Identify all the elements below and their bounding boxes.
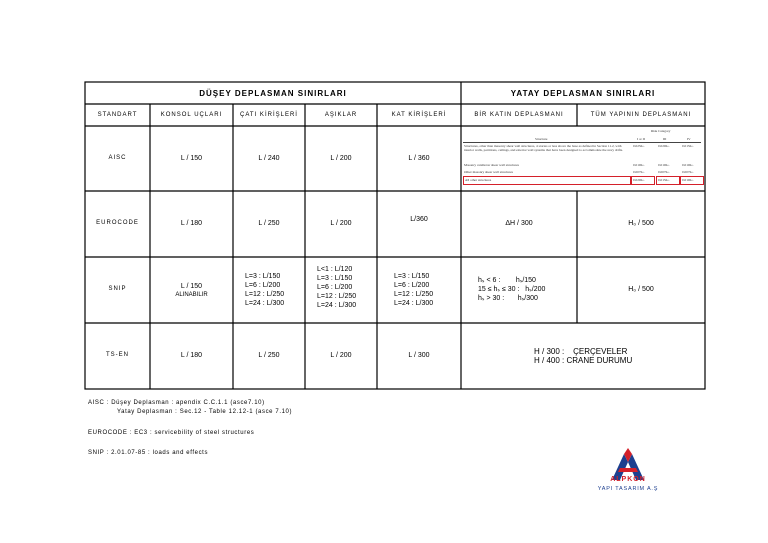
drift-row-3-text: Other masonry shear wall structures (464, 170, 513, 174)
snip-konsol-note: ALINABILIR (175, 292, 208, 298)
highlight-box-v1 (631, 176, 655, 185)
row-standard-eurocode: EUROCODE (96, 220, 139, 226)
drift-col-3: IV (687, 137, 691, 141)
eurocode-bir-kat: ΔH / 300 (505, 220, 533, 227)
snip-tum-yapi: H₀ / 500 (628, 286, 654, 293)
vertical-limits-title: DÜŞEY DEPLASMAN SINIRLARI (199, 89, 347, 98)
footnote-snip: SNIP : 2.01.07-85 : loads and effects (88, 450, 209, 456)
ts-en-cati: L / 250 (258, 352, 280, 359)
alpkon-logo (588, 448, 668, 496)
aisc-konsol: L / 150 (180, 155, 203, 162)
drift-row-4-text: All other structures (465, 178, 492, 182)
drift-col-structure: Structure (535, 137, 548, 141)
col-asik: AŞIKLAR (324, 112, 358, 118)
drift-row-3-v2: 0.007hₛₓ (658, 170, 670, 174)
snip-kat: L=3 : L/150 L=6 : L/200 L=12 : L/250 L=24 : L/300 (394, 273, 434, 307)
aisc-cati: L / 240 (258, 155, 280, 162)
eurocode-asik: L / 200 (330, 220, 352, 227)
drift-row-4-v2: 0.015hₛₓ (658, 178, 670, 182)
ts-en-asik: L / 200 (330, 352, 352, 359)
highlight-box-v3 (680, 176, 704, 185)
drift-row-1-text: Structures, other than masonry shear wall structures, 4 stories or less above the base as defined in Section 11.2, with interior walls, partitions, ceilings, and exterior wall systems that have been designed to accommodate the story drifts. (464, 144, 623, 152)
eurocode-cati: L / 250 (258, 220, 280, 227)
aisc-kat: L / 360 (408, 155, 430, 162)
logo-brand-text: ALPKON (610, 476, 646, 483)
eurocode-konsol: L / 180 (180, 220, 203, 227)
ts-en-horizontal-1: H / 300 : ÇERÇEVELER (534, 347, 628, 356)
footnote-aisc-vertical: AISC : Düşey Deplasman : apendix C.C.1.1 (asce7.10) (88, 400, 265, 406)
drift-col-1: I or II (637, 137, 645, 141)
eurocode-kat: L/360 (410, 216, 428, 223)
col-kat: KAT KİRİŞLERİ (391, 112, 447, 118)
col-standart: STANDART (97, 112, 138, 118)
drift-col-2: III (663, 137, 667, 141)
row-standard-ts-en: TS-EN (106, 352, 129, 358)
aisc-drift-table (463, 128, 703, 189)
drift-row-3-v1: 0.007hₛₓ (633, 170, 645, 174)
snip-bir-kat: hₛ < 6 : hₛ/150 15 ≤ hₛ ≤ 30 : hₛ/200 hₛ > 30 : hₛ/300 (478, 277, 546, 302)
drift-row-2-v3: 0.010hₛₓ (682, 163, 694, 167)
highlight-box-v2 (656, 176, 680, 185)
snip-cati: L=3 : L/150 L=6 : L/200 L=12 : L/250 L=24 : L/300 (245, 273, 285, 307)
drift-row-2-v1: 0.010hₛₓ (633, 163, 645, 167)
horizontal-limits-title: YATAY DEPLASMAN SINIRLARI (510, 89, 656, 98)
drift-risk-header: Risk Category (651, 129, 671, 133)
drift-row-1-v1: 0.025hₛₓ (633, 144, 645, 148)
ts-en-konsol: L / 180 (180, 352, 203, 359)
drift-row-4-v1: 0.020hₛₓ (633, 178, 645, 182)
drift-row-1-v3: 0.015hₛₓ (682, 144, 694, 148)
eurocode-tum-yapi: H₀ / 500 (628, 220, 654, 227)
snip-asik: L<1 : L/120 L=3 : L/150 L=6 : L/200 L=12 : L/250 L=24 : L/300 (317, 266, 357, 309)
col-konsol: KONSOL UÇLARI (160, 112, 223, 118)
drift-row-2-text: Masonry cantilever shear wall structures (464, 163, 519, 167)
drift-row-4-v3: 0.010hₛₓ (682, 178, 694, 182)
snip-konsol: L / 150 (180, 283, 203, 290)
drift-row-3-v3: 0.007hₛₓ (682, 170, 694, 174)
drift-row-1-v2: 0.020hₛₓ (658, 144, 670, 148)
highlight-box-row (463, 176, 631, 185)
col-tum-yapi: TÜM YAPININ DEPLASMANI (590, 112, 692, 118)
footnote-eurocode: EUROCODE : EC3 : servicebility of steel structures (88, 430, 255, 436)
ts-en-horizontal-2: H / 400 : CRANE DURUMU (534, 356, 633, 365)
footnote-aisc-horizontal: Yatay Deplasman : Sec.12 - Table 12.12-1 (asce 7.10) (117, 409, 293, 415)
row-standard-snip: SNIP (108, 286, 127, 292)
aisc-asik: L / 200 (330, 155, 352, 162)
ts-en-kat: L / 300 (408, 352, 430, 359)
col-bir-kat: BİR KATIN DEPLASMANI (474, 112, 564, 118)
row-standard-aisc: AISC (108, 155, 127, 161)
drift-row-2-v2: 0.010hₛₓ (658, 163, 670, 167)
col-cati: ÇATI KİRİŞLERİ (240, 112, 298, 118)
logo-sub-text: YAPI TASARIM A.Ş (597, 486, 659, 492)
